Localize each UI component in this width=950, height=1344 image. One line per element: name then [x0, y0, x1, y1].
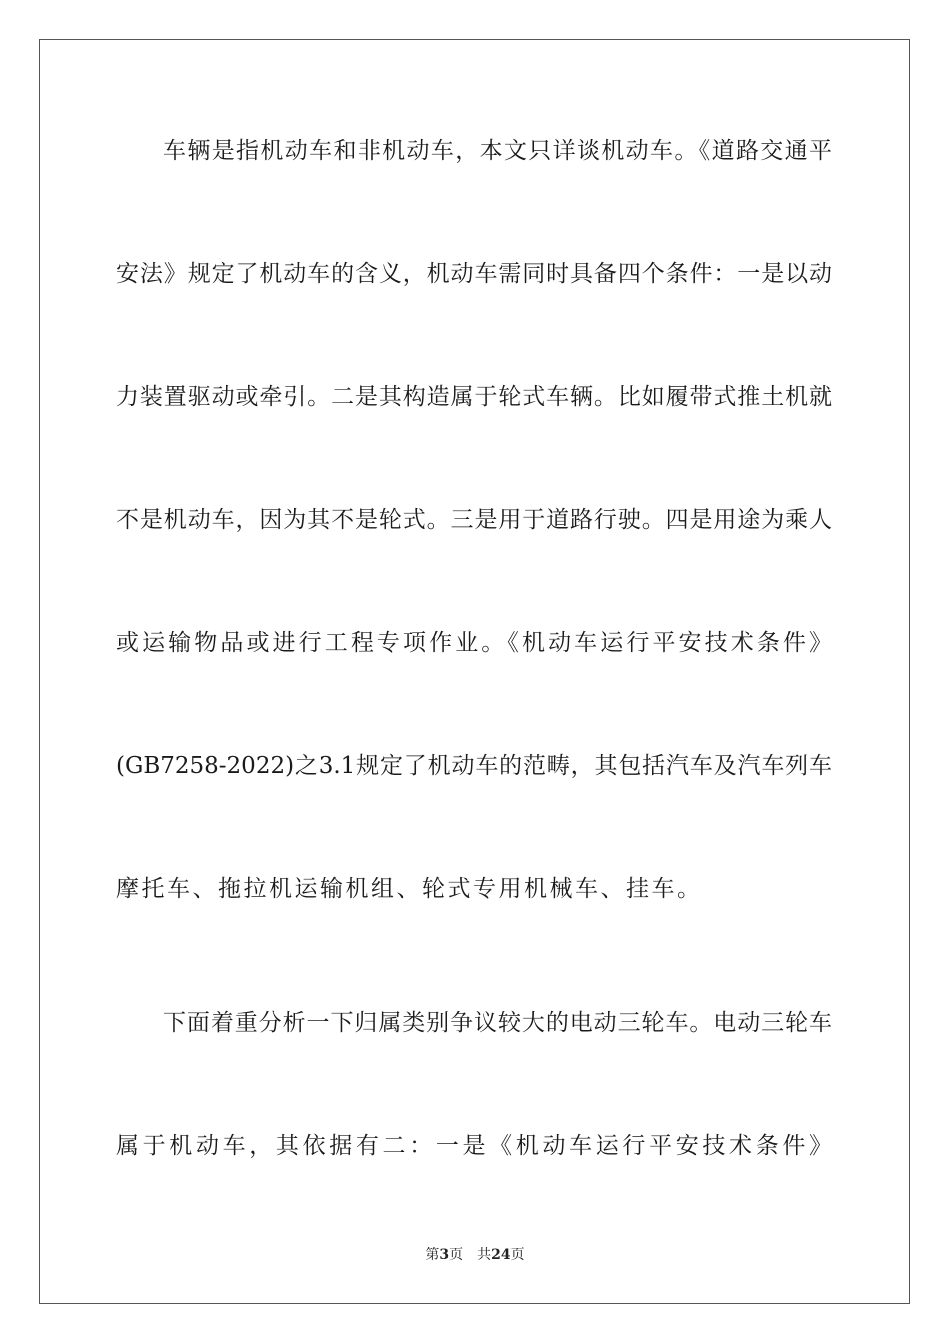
footer-total-suffix: 页	[510, 1247, 525, 1263]
footer-page-suffix: 页	[449, 1247, 464, 1263]
paragraph-1-line-7: 摩托车、拖拉机运输机组、轮式专用机械车、挂车。	[116, 876, 703, 902]
paragraph-1-line-5: 或运输物品或进行工程专项作业。《机动车运行平安技术条件》	[116, 630, 832, 656]
total-pages-number: 24	[491, 1247, 511, 1263]
paragraph-1-line-4: 不是机动车，因为其不是轮式。三是用于道路行驶。四是用途为乘人	[116, 507, 832, 533]
page-border	[39, 39, 910, 1304]
paragraph-2-line-2: 属于机动车，其依据有二：一是《机动车运行平安技术条件》	[116, 1133, 832, 1159]
paragraph-1-line-2: 安法》规定了机动车的含义，机动车需同时具备四个条件：一是以动	[116, 261, 832, 287]
paragraph-2-line-1: 下面着重分析一下归属类别争议较大的电动三轮车。电动三轮车	[163, 1010, 832, 1036]
footer-prefix: 第	[425, 1247, 440, 1263]
paragraph-1-line-3: 力装置驱动或牵引。二是其构造属于轮式车辆。比如履带式推土机就	[116, 384, 832, 410]
page-footer	[0, 1246, 950, 1264]
current-page-number: 3	[439, 1247, 450, 1263]
paragraph-1-line-1: 车辆是指机动车和非机动车，本文只详谈机动车。《道路交通平	[163, 138, 832, 164]
footer-total-prefix: 共	[477, 1247, 492, 1263]
paragraph-1-line-6: (GB7258-2022)之3.1规定了机动车的范畴，其包括汽车及汽车列车	[116, 753, 832, 779]
